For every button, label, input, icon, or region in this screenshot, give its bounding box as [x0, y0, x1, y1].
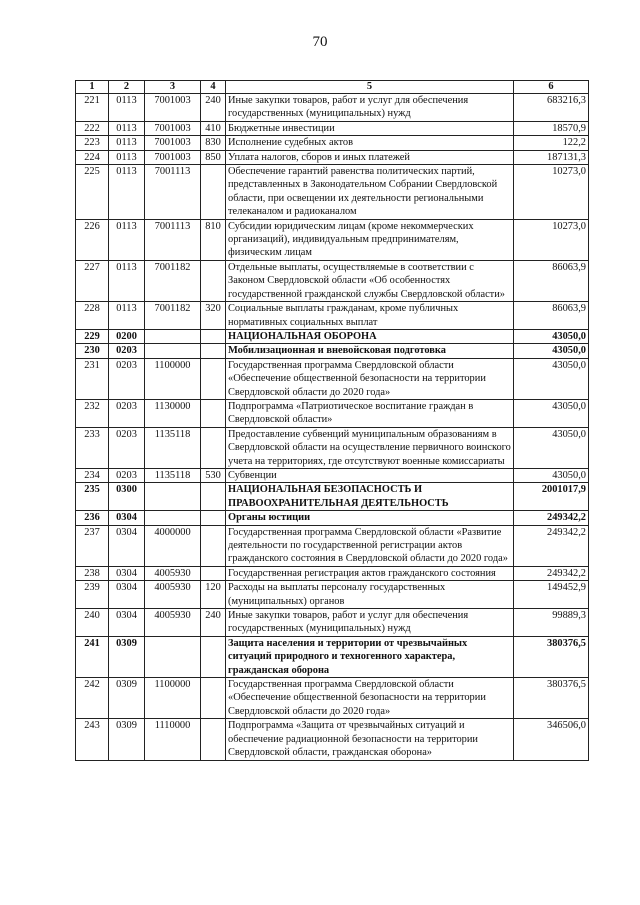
- expense-type-cell: [201, 719, 226, 760]
- table-row: [76, 302, 589, 330]
- section-code-cell: 0203: [109, 427, 145, 468]
- expense-type-cell: 530: [201, 468, 226, 482]
- row-number-cell: 227: [76, 260, 109, 301]
- amount-cell: 43050,0: [514, 329, 589, 343]
- table-row: [76, 219, 589, 260]
- row-number-cell: 233: [76, 427, 109, 468]
- budget-table: [75, 80, 589, 761]
- target-article-cell: 1110000: [145, 719, 201, 760]
- header-cell-section: 2: [109, 81, 145, 94]
- section-code-cell: 0309: [109, 636, 145, 677]
- row-number-cell: 230: [76, 344, 109, 358]
- expense-type-cell: 850: [201, 150, 226, 164]
- expense-type-cell: [201, 483, 226, 511]
- section-code-cell: 0304: [109, 581, 145, 609]
- item-name-cell: Государственная программа Свердловской области «Развитие деятельности по государственной регистрации актов гражданского состояния в Свердловской области до 2020 года»: [226, 525, 514, 566]
- amount-cell: 380376,5: [514, 678, 589, 719]
- amount-cell: 249342,2: [514, 525, 589, 566]
- section-code-cell: 0309: [109, 719, 145, 760]
- target-article-cell: [145, 344, 201, 358]
- row-number-cell: 228: [76, 302, 109, 330]
- table-row: [76, 678, 589, 719]
- table-row: [76, 358, 589, 399]
- target-article-cell: [145, 483, 201, 511]
- row-number-cell: 243: [76, 719, 109, 760]
- amount-cell: 122,2: [514, 136, 589, 150]
- header-cell-target: 3: [145, 81, 201, 94]
- item-name-cell: Подпрограмма «Защита от чрезвычайных ситуаций и обеспечение радиационной безопасности на территории Свердловской области, гражданская оборона»: [226, 719, 514, 760]
- amount-cell: 2001017,9: [514, 483, 589, 511]
- amount-cell: 346506,0: [514, 719, 589, 760]
- section-code-cell: 0203: [109, 468, 145, 482]
- expense-type-cell: 410: [201, 121, 226, 135]
- expense-type-cell: [201, 566, 226, 580]
- item-name-cell: НАЦИОНАЛЬНАЯ БЕЗОПАСНОСТЬ И ПРАВООХРАНИТЕЛЬНАЯ ДЕЯТЕЛЬНОСТЬ: [226, 483, 514, 511]
- target-article-cell: 1100000: [145, 358, 201, 399]
- table-row: [76, 94, 589, 122]
- target-article-cell: 1100000: [145, 678, 201, 719]
- item-name-cell: Органы юстиции: [226, 511, 514, 525]
- item-name-cell: Отдельные выплаты, осуществляемые в соответствии с Законом Свердловской области «Об особенностях государственной гражданской службы Свердловской области»: [226, 260, 514, 301]
- row-number-cell: 236: [76, 511, 109, 525]
- section-code-cell: 0304: [109, 511, 145, 525]
- expense-type-cell: [201, 329, 226, 343]
- item-name-cell: Предоставление субвенций муниципальным образованиям в Свердловской области на осуществление первичного воинского учета на территориях, где отсутствуют военные комиссариаты: [226, 427, 514, 468]
- section-code-cell: 0113: [109, 165, 145, 220]
- table-row: [76, 136, 589, 150]
- table-row: [76, 609, 589, 637]
- target-article-cell: 7001003: [145, 150, 201, 164]
- item-name-cell: Государственная программа Свердловской области «Обеспечение общественной безопасности на территории Свердловской области до 2020 года»: [226, 358, 514, 399]
- expense-type-cell: [201, 678, 226, 719]
- row-number-cell: 241: [76, 636, 109, 677]
- expense-type-cell: 830: [201, 136, 226, 150]
- table-body: [76, 94, 589, 761]
- item-name-cell: Иные закупки товаров, работ и услуг для обеспечения государственных (муниципальных) нужд: [226, 609, 514, 637]
- page-number: 70: [312, 34, 328, 50]
- section-code-cell: 0113: [109, 302, 145, 330]
- row-number-cell: 222: [76, 121, 109, 135]
- target-article-cell: [145, 636, 201, 677]
- target-article-cell: 7001182: [145, 302, 201, 330]
- amount-cell: 86063,9: [514, 260, 589, 301]
- section-code-cell: 0304: [109, 609, 145, 637]
- row-number-cell: 237: [76, 525, 109, 566]
- row-number-cell: 225: [76, 165, 109, 220]
- header-cell-num: 1: [76, 81, 109, 94]
- amount-cell: 10273,0: [514, 165, 589, 220]
- amount-cell: 43050,0: [514, 358, 589, 399]
- target-article-cell: 7001003: [145, 94, 201, 122]
- amount-cell: 43050,0: [514, 399, 589, 427]
- expense-type-cell: [201, 358, 226, 399]
- amount-cell: 43050,0: [514, 427, 589, 468]
- amount-cell: 99889,3: [514, 609, 589, 637]
- row-number-cell: 231: [76, 358, 109, 399]
- row-number-cell: 232: [76, 399, 109, 427]
- table-row: [76, 581, 589, 609]
- row-number-cell: 223: [76, 136, 109, 150]
- item-name-cell: Субсидии юридическим лицам (кроме некоммерческих организаций), индивидуальным предпринимателям, физическим лицам: [226, 219, 514, 260]
- target-article-cell: 4005930: [145, 581, 201, 609]
- section-code-cell: 0203: [109, 358, 145, 399]
- item-name-cell: Уплата налогов, сборов и иных платежей: [226, 150, 514, 164]
- target-article-cell: [145, 329, 201, 343]
- target-article-cell: 7001003: [145, 136, 201, 150]
- expense-type-cell: [201, 260, 226, 301]
- table-row: [76, 719, 589, 760]
- amount-cell: 187131,3: [514, 150, 589, 164]
- table-row: [76, 344, 589, 358]
- item-name-cell: НАЦИОНАЛЬНАЯ ОБОРОНА: [226, 329, 514, 343]
- expense-type-cell: [201, 344, 226, 358]
- table-row: [76, 525, 589, 566]
- expense-type-cell: 240: [201, 94, 226, 122]
- target-article-cell: 4005930: [145, 609, 201, 637]
- expense-type-cell: [201, 165, 226, 220]
- row-number-cell: 240: [76, 609, 109, 637]
- item-name-cell: Мобилизационная и вневойсковая подготовка: [226, 344, 514, 358]
- amount-cell: 43050,0: [514, 344, 589, 358]
- row-number-cell: 226: [76, 219, 109, 260]
- table-row: [76, 329, 589, 343]
- table-row: [76, 165, 589, 220]
- table-row: [76, 468, 589, 482]
- item-name-cell: Обеспечение гарантий равенства политических партий, представленных в Законодательном Собрании Свердловской области, при освещении их деятельности региональными телеканалом и радиоканалом: [226, 165, 514, 220]
- amount-cell: 86063,9: [514, 302, 589, 330]
- target-article-cell: 7001182: [145, 260, 201, 301]
- section-code-cell: 0304: [109, 566, 145, 580]
- expense-type-cell: [201, 525, 226, 566]
- item-name-cell: Подпрограмма «Патриотическое воспитание граждан в Свердловской области»: [226, 399, 514, 427]
- section-code-cell: 0304: [109, 525, 145, 566]
- header-row: [76, 81, 589, 94]
- section-code-cell: 0200: [109, 329, 145, 343]
- item-name-cell: Социальные выплаты гражданам, кроме публичных нормативных социальных выплат: [226, 302, 514, 330]
- section-code-cell: 0203: [109, 344, 145, 358]
- amount-cell: 18570,9: [514, 121, 589, 135]
- section-code-cell: 0300: [109, 483, 145, 511]
- expense-type-cell: 320: [201, 302, 226, 330]
- table-row: [76, 260, 589, 301]
- target-article-cell: 4000000: [145, 525, 201, 566]
- section-code-cell: 0113: [109, 150, 145, 164]
- amount-cell: 249342,2: [514, 566, 589, 580]
- expense-type-cell: 810: [201, 219, 226, 260]
- section-code-cell: 0113: [109, 121, 145, 135]
- item-name-cell: Исполнение судебных актов: [226, 136, 514, 150]
- row-number-cell: 221: [76, 94, 109, 122]
- table-row: [76, 121, 589, 135]
- table-row: [76, 399, 589, 427]
- amount-cell: 149452,9: [514, 581, 589, 609]
- item-name-cell: Расходы на выплаты персоналу государственных (муниципальных) органов: [226, 581, 514, 609]
- header-cell-type: 4: [201, 81, 226, 94]
- row-number-cell: 242: [76, 678, 109, 719]
- row-number-cell: 235: [76, 483, 109, 511]
- target-article-cell: [145, 511, 201, 525]
- expense-type-cell: 240: [201, 609, 226, 637]
- target-article-cell: 1130000: [145, 399, 201, 427]
- row-number-cell: 238: [76, 566, 109, 580]
- item-name-cell: Бюджетные инвестиции: [226, 121, 514, 135]
- row-number-cell: 239: [76, 581, 109, 609]
- item-name-cell: Государственная регистрация актов гражданского состояния: [226, 566, 514, 580]
- section-code-cell: 0203: [109, 399, 145, 427]
- expense-type-cell: [201, 427, 226, 468]
- table-row: [76, 150, 589, 164]
- row-number-cell: 229: [76, 329, 109, 343]
- section-code-cell: 0113: [109, 94, 145, 122]
- section-code-cell: 0113: [109, 136, 145, 150]
- expense-type-cell: [201, 399, 226, 427]
- table-row: [76, 566, 589, 580]
- expense-type-cell: 120: [201, 581, 226, 609]
- table-row: [76, 427, 589, 468]
- header-cell-sum: 6: [514, 81, 589, 94]
- target-article-cell: 7001113: [145, 219, 201, 260]
- target-article-cell: 7001003: [145, 121, 201, 135]
- table-row: [76, 636, 589, 677]
- amount-cell: 249342,2: [514, 511, 589, 525]
- expense-type-cell: [201, 636, 226, 677]
- section-code-cell: 0309: [109, 678, 145, 719]
- amount-cell: 683216,3: [514, 94, 589, 122]
- target-article-cell: 4005930: [145, 566, 201, 580]
- item-name-cell: Государственная программа Свердловской области «Обеспечение общественной безопасности на территории Свердловской области до 2020 года»: [226, 678, 514, 719]
- header-cell-name: 5: [226, 81, 514, 94]
- row-number-cell: 234: [76, 468, 109, 482]
- table-row: [76, 483, 589, 511]
- item-name-cell: Защита населения и территории от чрезвычайных ситуаций природного и техногенного характера, гражданская оборона: [226, 636, 514, 677]
- item-name-cell: Субвенции: [226, 468, 514, 482]
- table-row: [76, 511, 589, 525]
- section-code-cell: 0113: [109, 260, 145, 301]
- row-number-cell: 224: [76, 150, 109, 164]
- target-article-cell: 1135118: [145, 427, 201, 468]
- target-article-cell: 7001113: [145, 165, 201, 220]
- amount-cell: 380376,5: [514, 636, 589, 677]
- expense-type-cell: [201, 511, 226, 525]
- amount-cell: 10273,0: [514, 219, 589, 260]
- target-article-cell: 1135118: [145, 468, 201, 482]
- amount-cell: 43050,0: [514, 468, 589, 482]
- section-code-cell: 0113: [109, 219, 145, 260]
- item-name-cell: Иные закупки товаров, работ и услуг для обеспечения государственных (муниципальных) нужд: [226, 94, 514, 122]
